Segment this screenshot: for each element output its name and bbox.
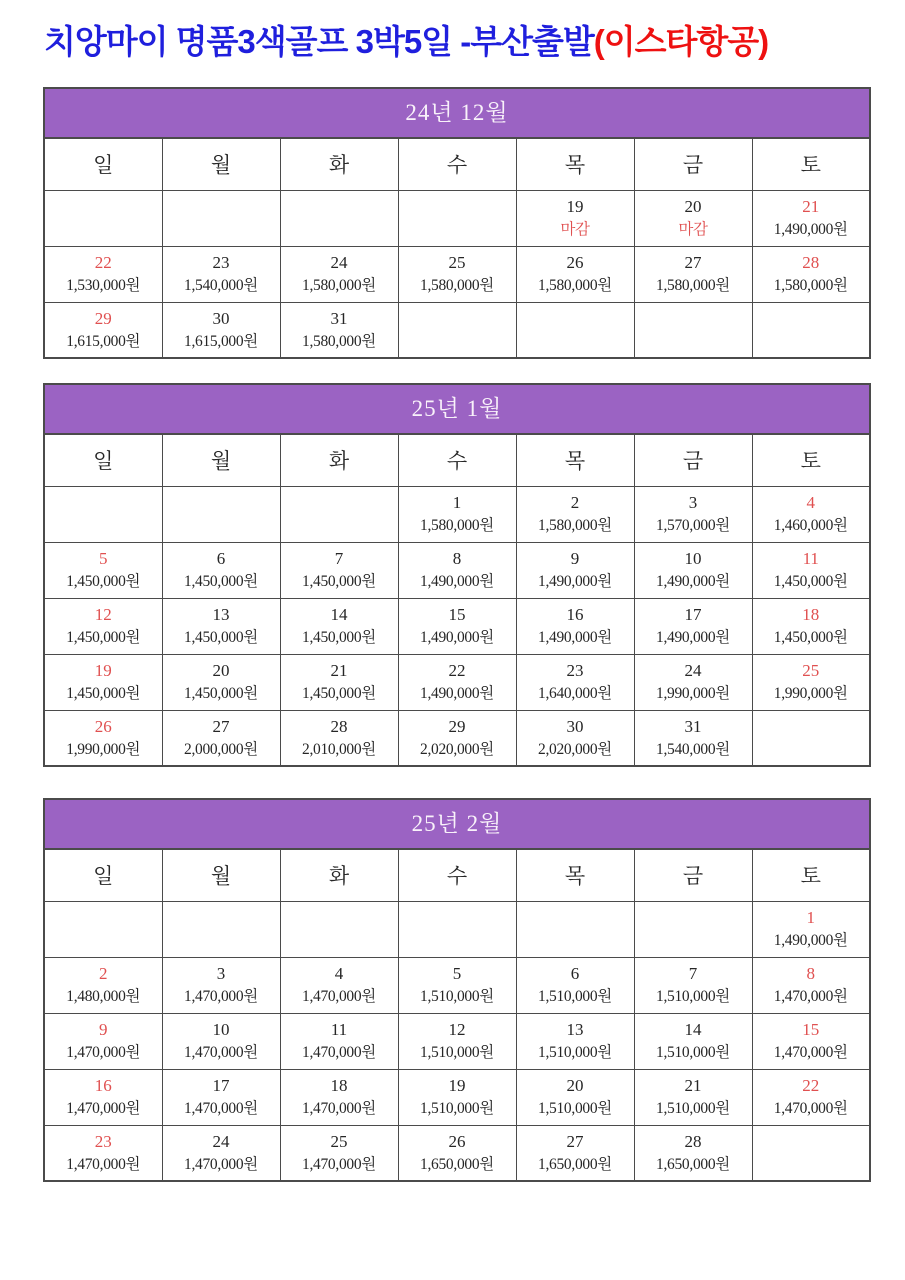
price-label: 1,650,000원 (538, 1156, 612, 1174)
day-number: 9 (570, 548, 580, 568)
dow-header: 목 (516, 138, 634, 190)
price-label: 1,510,000원 (420, 988, 494, 1006)
day-number: 23 (94, 1131, 112, 1151)
price-label: 1,510,000원 (656, 1044, 730, 1062)
price-label: 1,470,000원 (184, 988, 258, 1006)
sold-out-label: 마감 (678, 221, 708, 239)
day-cell[interactable] (634, 246, 752, 302)
day-number: 15 (448, 604, 466, 624)
day-cell[interactable] (280, 1125, 398, 1181)
day-number: 28 (802, 252, 820, 272)
price-label: 2,010,000원 (302, 741, 376, 759)
empty-day-cell (634, 302, 752, 358)
price-label: 1,450,000원 (184, 629, 258, 647)
day-number: 25 (802, 660, 820, 680)
day-number: 26 (448, 1131, 466, 1151)
day-number: 24 (684, 660, 702, 680)
day-number: 5 (99, 548, 108, 568)
week-row (44, 246, 870, 302)
calendar-january-2025 (43, 383, 871, 767)
dow-header: 월 (162, 434, 280, 486)
price-label: 1,570,000원 (656, 517, 730, 535)
dow-row (44, 849, 870, 901)
day-number: 27 (212, 716, 230, 736)
price-label: 1,490,000원 (538, 629, 612, 647)
week-row (44, 598, 870, 654)
price-label: 1,450,000원 (66, 573, 141, 591)
day-cell[interactable] (280, 246, 398, 302)
day-cell[interactable] (398, 1125, 516, 1181)
day-number: 8 (806, 963, 815, 983)
empty-day-cell (280, 190, 398, 246)
week-row (44, 710, 870, 766)
day-cell[interactable] (516, 246, 634, 302)
price-label: 1,615,000원 (184, 333, 258, 351)
day-number: 5 (452, 963, 462, 983)
week-row (44, 542, 870, 598)
day-cell[interactable] (516, 1069, 634, 1125)
day-number: 10 (684, 548, 702, 568)
day-cell[interactable] (280, 1069, 398, 1125)
empty-day-cell (752, 710, 870, 766)
calendar-month-title: 25년 1월 (43, 383, 871, 433)
price-label: 2,020,000원 (420, 741, 494, 759)
price-label: 1,470,000원 (302, 988, 376, 1006)
price-label: 1,450,000원 (66, 685, 141, 703)
day-cell[interactable] (44, 654, 162, 710)
price-label: 1,580,000원 (302, 333, 376, 351)
day-cell[interactable] (280, 710, 398, 766)
day-number: 19 (448, 1075, 466, 1095)
day-cell[interactable] (516, 486, 634, 542)
day-cell[interactable] (634, 1069, 752, 1125)
calendar-month-title: 25년 2월 (43, 798, 871, 848)
day-cell[interactable] (398, 957, 516, 1013)
day-cell[interactable] (516, 710, 634, 766)
empty-day-cell (44, 190, 162, 246)
day-number: 19 (566, 196, 584, 216)
day-number: 10 (212, 1019, 230, 1039)
day-cell[interactable] (398, 542, 516, 598)
week-row (44, 1125, 870, 1181)
day-number: 28 (330, 716, 348, 736)
empty-day-cell (398, 190, 516, 246)
day-number: 29 (94, 308, 112, 328)
price-label: 1,470,000원 (66, 1044, 141, 1062)
dow-header: 화 (280, 434, 398, 486)
dow-header: 일 (44, 849, 162, 901)
price-label: 1,650,000원 (656, 1156, 730, 1174)
price-label: 1,540,000원 (656, 741, 730, 759)
dow-header: 수 (398, 434, 516, 486)
day-number: 13 (566, 1019, 584, 1039)
day-number: 6 (570, 963, 580, 983)
day-cell[interactable] (634, 1125, 752, 1181)
price-label: 1,450,000원 (302, 685, 376, 703)
day-number: 6 (216, 548, 226, 568)
calendar-month-title: 24년 12월 (43, 87, 871, 137)
calendar-table (43, 433, 871, 767)
day-number: 19 (94, 660, 112, 680)
price-label: 1,510,000원 (538, 988, 612, 1006)
price-label: 1,480,000원 (66, 988, 141, 1006)
dow-header: 수 (398, 138, 516, 190)
day-cell[interactable] (398, 710, 516, 766)
day-cell[interactable] (752, 901, 870, 957)
day-number: 9 (99, 1019, 108, 1039)
day-number: 3 (688, 492, 698, 512)
day-cell[interactable] (162, 1069, 280, 1125)
dow-header: 월 (162, 849, 280, 901)
price-label: 1,450,000원 (773, 629, 848, 647)
day-cell[interactable] (752, 542, 870, 598)
price-label: 1,540,000원 (184, 277, 258, 295)
empty-day-cell (44, 901, 162, 957)
day-number: 20 (566, 1075, 584, 1095)
day-number: 21 (330, 660, 348, 680)
price-label: 1,470,000원 (184, 1156, 258, 1174)
dow-row (44, 434, 870, 486)
price-label: 2,000,000원 (184, 741, 258, 759)
empty-day-cell (634, 901, 752, 957)
day-cell[interactable] (162, 1013, 280, 1069)
dow-row (44, 138, 870, 190)
day-number: 30 (212, 308, 230, 328)
day-cell[interactable] (516, 598, 634, 654)
price-label: 1,450,000원 (773, 573, 848, 591)
day-cell[interactable] (752, 1069, 870, 1125)
price-label: 1,580,000원 (773, 277, 848, 295)
dow-header: 토 (752, 138, 870, 190)
price-label: 1,490,000원 (538, 573, 612, 591)
week-row (44, 654, 870, 710)
empty-day-cell (752, 1125, 870, 1181)
day-cell[interactable] (162, 710, 280, 766)
day-cell[interactable] (44, 1125, 162, 1181)
price-label: 1,580,000원 (538, 277, 612, 295)
day-number: 7 (688, 963, 698, 983)
day-cell[interactable] (280, 542, 398, 598)
day-number: 11 (330, 1019, 348, 1039)
week-row (44, 1069, 870, 1125)
day-cell[interactable] (516, 654, 634, 710)
dow-header: 일 (44, 434, 162, 486)
day-cell[interactable] (634, 542, 752, 598)
day-number: 25 (330, 1131, 348, 1151)
price-label: 1,510,000원 (420, 1100, 494, 1118)
day-number: 8 (452, 548, 462, 568)
price-label: 1,490,000원 (420, 685, 494, 703)
price-label: 1,490,000원 (773, 932, 848, 950)
day-cell[interactable] (162, 246, 280, 302)
calendar-december-2024 (43, 87, 871, 359)
day-cell[interactable] (280, 1013, 398, 1069)
empty-day-cell (516, 901, 634, 957)
day-cell[interactable] (752, 1013, 870, 1069)
empty-day-cell (162, 901, 280, 957)
day-cell[interactable] (752, 598, 870, 654)
price-label: 1,470,000원 (302, 1044, 376, 1062)
day-number: 4 (806, 492, 815, 512)
price-label: 1,490,000원 (656, 629, 730, 647)
day-cell[interactable] (516, 957, 634, 1013)
day-cell[interactable] (752, 246, 870, 302)
day-cell[interactable] (162, 542, 280, 598)
day-number: 2 (570, 492, 580, 512)
empty-day-cell (44, 486, 162, 542)
dow-header: 목 (516, 434, 634, 486)
empty-day-cell (280, 901, 398, 957)
day-number: 17 (212, 1075, 230, 1095)
day-number: 22 (448, 660, 466, 680)
day-number: 18 (330, 1075, 348, 1095)
price-label: 1,470,000원 (302, 1156, 376, 1174)
day-number: 2 (99, 963, 108, 983)
day-cell[interactable] (44, 302, 162, 358)
day-number: 1 (806, 907, 815, 927)
day-cell[interactable] (280, 957, 398, 1013)
title-main-text: 치앙마이 명품3색골프 3박5일 -부산출발 (44, 23, 594, 60)
day-number: 28 (684, 1131, 702, 1151)
dow-header: 금 (634, 434, 752, 486)
empty-day-cell (162, 486, 280, 542)
price-label: 1,510,000원 (656, 988, 730, 1006)
price-label: 1,580,000원 (656, 277, 730, 295)
week-row (44, 190, 870, 246)
day-cell[interactable] (280, 302, 398, 358)
price-label: 1,580,000원 (420, 277, 494, 295)
price-label: 1,510,000원 (538, 1044, 612, 1062)
day-cell[interactable] (162, 654, 280, 710)
day-cell[interactable] (752, 957, 870, 1013)
day-cell[interactable] (44, 1069, 162, 1125)
day-number: 23 (212, 252, 230, 272)
calendar-february-2025 (43, 798, 871, 1182)
day-number: 14 (684, 1019, 702, 1039)
price-label: 1,450,000원 (302, 573, 376, 591)
day-number: 18 (802, 604, 820, 624)
price-label: 1,470,000원 (184, 1100, 258, 1118)
day-cell[interactable] (162, 957, 280, 1013)
day-cell[interactable] (634, 598, 752, 654)
day-number: 3 (216, 963, 226, 983)
day-cell[interactable] (516, 190, 634, 246)
dow-header: 화 (280, 138, 398, 190)
day-number: 7 (334, 548, 344, 568)
title-airline-text: (이스타항공) (593, 23, 769, 60)
day-number: 27 (684, 252, 702, 272)
day-cell[interactable] (162, 1125, 280, 1181)
calendar-table (43, 137, 871, 359)
day-number: 16 (566, 604, 584, 624)
price-label: 1,470,000원 (773, 988, 848, 1006)
day-number: 14 (330, 604, 348, 624)
day-number: 15 (802, 1019, 820, 1039)
price-label: 1,580,000원 (302, 277, 376, 295)
price-label: 1,470,000원 (66, 1100, 141, 1118)
day-cell[interactable] (516, 1013, 634, 1069)
day-number: 4 (334, 963, 344, 983)
day-number: 22 (802, 1075, 820, 1095)
day-cell[interactable] (44, 542, 162, 598)
day-number: 20 (212, 660, 230, 680)
price-label: 1,490,000원 (420, 573, 494, 591)
day-cell[interactable] (634, 654, 752, 710)
day-number: 23 (566, 660, 584, 680)
price-label: 1,580,000원 (420, 517, 494, 535)
day-cell[interactable] (398, 246, 516, 302)
day-cell[interactable] (398, 654, 516, 710)
day-number: 24 (330, 252, 348, 272)
week-row (44, 486, 870, 542)
day-cell[interactable] (752, 190, 870, 246)
calendar-table (43, 848, 871, 1182)
day-number: 1 (452, 492, 462, 512)
day-number: 24 (212, 1131, 230, 1151)
price-label: 1,615,000원 (66, 333, 141, 351)
price-label: 1,640,000원 (538, 685, 612, 703)
day-number: 25 (448, 252, 466, 272)
empty-day-cell (516, 302, 634, 358)
dow-header: 화 (280, 849, 398, 901)
price-label: 1,470,000원 (302, 1100, 376, 1118)
day-cell[interactable] (516, 1125, 634, 1181)
day-number: 27 (566, 1131, 584, 1151)
day-cell[interactable] (634, 710, 752, 766)
empty-day-cell (398, 901, 516, 957)
day-cell[interactable] (280, 654, 398, 710)
day-number: 26 (94, 716, 112, 736)
dow-header: 일 (44, 138, 162, 190)
day-number: 20 (684, 196, 702, 216)
price-label: 1,450,000원 (184, 685, 258, 703)
dow-header: 토 (752, 849, 870, 901)
dow-header: 수 (398, 849, 516, 901)
empty-day-cell (280, 486, 398, 542)
dow-header: 목 (516, 849, 634, 901)
day-number: 26 (566, 252, 584, 272)
day-number: 17 (684, 604, 702, 624)
price-label: 1,470,000원 (184, 1044, 258, 1062)
day-cell[interactable] (44, 957, 162, 1013)
price-label: 1,580,000원 (538, 517, 612, 535)
price-label: 1,530,000원 (66, 277, 141, 295)
day-cell[interactable] (634, 1013, 752, 1069)
day-number: 11 (802, 548, 819, 568)
price-label: 1,490,000원 (773, 221, 848, 239)
price-label: 2,020,000원 (538, 741, 612, 759)
empty-day-cell (752, 302, 870, 358)
empty-day-cell (162, 190, 280, 246)
day-number: 12 (448, 1019, 466, 1039)
day-number: 13 (212, 604, 230, 624)
week-row (44, 302, 870, 358)
price-label: 1,470,000원 (773, 1100, 848, 1118)
page-title (44, 16, 768, 63)
sold-out-label: 마감 (560, 221, 590, 239)
price-label: 1,450,000원 (184, 573, 258, 591)
price-label: 1,990,000원 (773, 685, 848, 703)
price-label: 1,460,000원 (773, 517, 848, 535)
empty-day-cell (398, 302, 516, 358)
day-cell[interactable] (752, 654, 870, 710)
price-label: 1,470,000원 (773, 1044, 848, 1062)
dow-header: 금 (634, 849, 752, 901)
price-label: 1,990,000원 (66, 741, 141, 759)
day-number: 16 (94, 1075, 112, 1095)
day-cell[interactable] (44, 1013, 162, 1069)
dow-header: 토 (752, 434, 870, 486)
day-cell[interactable] (44, 598, 162, 654)
day-cell[interactable] (280, 598, 398, 654)
price-label: 1,450,000원 (302, 629, 376, 647)
day-number: 21 (684, 1075, 702, 1095)
day-cell[interactable] (634, 486, 752, 542)
day-cell[interactable] (162, 302, 280, 358)
day-cell[interactable] (516, 542, 634, 598)
price-label: 1,510,000원 (420, 1044, 494, 1062)
day-number: 30 (566, 716, 584, 736)
day-number: 29 (448, 716, 466, 736)
day-number: 12 (94, 604, 112, 624)
day-cell[interactable] (44, 246, 162, 302)
day-cell[interactable] (398, 1013, 516, 1069)
price-label: 1,450,000원 (66, 629, 141, 647)
week-row (44, 901, 870, 957)
day-cell[interactable] (398, 1069, 516, 1125)
day-cell[interactable] (752, 486, 870, 542)
price-label: 1,510,000원 (538, 1100, 612, 1118)
week-row (44, 957, 870, 1013)
price-label: 1,510,000원 (656, 1100, 730, 1118)
day-cell[interactable] (634, 957, 752, 1013)
day-cell[interactable] (162, 598, 280, 654)
day-number: 21 (802, 196, 820, 216)
price-label: 1,490,000원 (656, 573, 730, 591)
day-cell[interactable] (398, 486, 516, 542)
day-cell[interactable] (634, 190, 752, 246)
week-row (44, 1013, 870, 1069)
day-number: 31 (684, 716, 702, 736)
dow-header: 월 (162, 138, 280, 190)
dow-header: 금 (634, 138, 752, 190)
day-cell[interactable] (398, 598, 516, 654)
day-number: 22 (94, 252, 112, 272)
day-number: 31 (330, 308, 348, 328)
price-label: 1,990,000원 (656, 685, 730, 703)
price-label: 1,470,000원 (66, 1156, 141, 1174)
day-cell[interactable] (44, 710, 162, 766)
price-label: 1,650,000원 (420, 1156, 494, 1174)
price-label: 1,490,000원 (420, 629, 494, 647)
